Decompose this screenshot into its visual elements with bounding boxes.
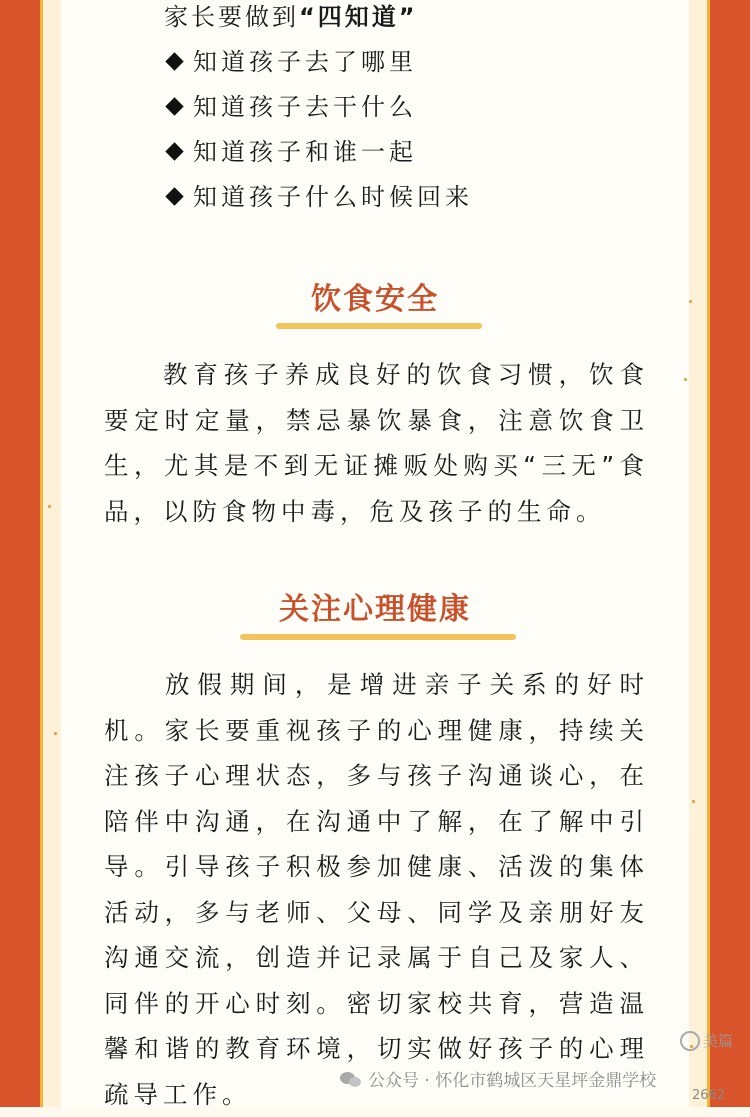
four-knows-title-highlight: “四知道” <box>299 3 418 31</box>
decor-speck <box>54 732 57 735</box>
right-gold-stripe <box>707 0 710 1107</box>
wechat-watermark <box>340 1066 656 1091</box>
decor-speck <box>48 505 51 508</box>
food-safety-underline <box>276 323 482 329</box>
list-item <box>164 45 417 79</box>
diamond-bullet-icon <box>165 142 183 160</box>
list-item <box>164 180 473 214</box>
decor-speck <box>692 800 695 803</box>
diamond-bullet-icon <box>165 187 183 205</box>
diamond-bullet-icon <box>165 52 183 70</box>
list-item-text: 知道孩子去了哪里 <box>193 48 417 76</box>
left-inner-margin <box>43 0 61 1107</box>
watermark-id: 2662 <box>692 1088 726 1103</box>
list-item <box>164 90 417 124</box>
watermark-text: 公众号 · 怀化市鹤城区天星坪金鼎学校 <box>368 1071 657 1091</box>
right-orange-border <box>710 0 750 1107</box>
wechat-icon <box>340 1070 362 1088</box>
food-safety-text: 教育孩子养成良好的饮食习惯，饮食要定时定量，禁忌暴饮暴食，注意饮食卫生，尤其是不到无证摊贩处购买“三无”食品，以防食物中毒，危及孩子的生命。 <box>104 360 649 526</box>
food-safety-paragraph <box>104 352 649 534</box>
mental-health-title: 关注心理健康 <box>279 592 471 627</box>
meipian-logo-icon <box>680 1031 700 1051</box>
list-item-text: 知道孩子什么时候回来 <box>193 183 473 211</box>
meipian-watermark <box>680 1030 733 1051</box>
mental-health-underline <box>240 634 516 640</box>
four-knows-title <box>164 0 418 34</box>
decor-speck <box>684 378 687 381</box>
left-orange-border <box>0 0 40 1107</box>
list-item-text: 知道孩子去干什么 <box>193 93 417 121</box>
four-knows-title-prefix: 家长要做到 <box>164 3 299 31</box>
mental-health-text: 放假期间，是增进亲子关系的好时机。家长要重视孩子的心理健康，持续关注孩子心理状态，多与孩子沟通谈心，在陪伴中沟通，在沟通中了解，在了解中引导。引导孩子积极参加健康、活泼的集体活动，多与老师、父母、同学及亲朋好友沟通交流，创造并记录属于自己及家人、同伴的开心时刻。密切家校共育，营造温馨和谐的教育环境，切实做好孩子的心理疏导工作。 <box>104 670 649 1109</box>
meipian-label: 美篇 <box>703 1032 734 1050</box>
list-item-text: 知道孩子和谁一起 <box>193 138 417 166</box>
diamond-bullet-icon <box>165 97 183 115</box>
food-safety-title: 饮食安全 <box>311 282 439 317</box>
mental-health-paragraph <box>104 662 649 1117</box>
list-item <box>164 135 417 169</box>
right-inner-margin <box>689 0 707 1107</box>
